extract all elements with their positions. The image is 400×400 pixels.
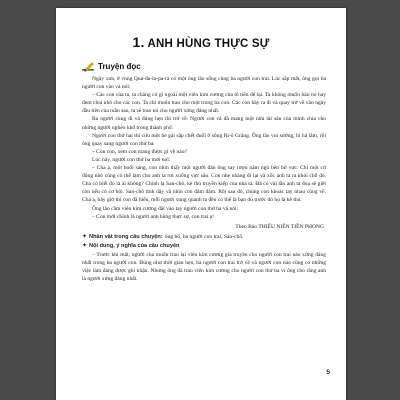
- page-number: 5: [326, 369, 330, 376]
- meaning-heading: [82, 242, 326, 250]
- paragraph: – Cha ạ, một buổi sáng, con nhìn thấy một người đàn ông say rượu nằm ngủ bên bờ vực. Chỉ một cử động nhỏ cũng có thể làm cho anh ta rơi xuống vực sâu. Con nhẹ nhàng đi lại và xốc anh ta ra khỏi chỗ đó. Cha có biết đó là ai không? Chính là San-chô, kẻ thù truyền kiếp của nhà ta. Đã có vài lần anh ta doạ sẽ giết con nếu có cơ hội. San-chô tỉnh dậy và nhìn con đăm đăm. Rồi sau đó, chúng con khoác tay nhau cùng về. Cha ạ, bây giờ thì con đã hiểu, mỗi người xung quanh ta đều có thể là bạn dù trước đó họ là kẻ thù.: [82, 165, 326, 204]
- paragraph: – Con mới chính là người anh hùng thực sự, con trai ạ!: [92, 213, 214, 220]
- paragraph: Lúc này, người con thứ ba mới nói:: [92, 156, 171, 163]
- paragraph: Ngày xưa, ở vùng Qua-đa-la-pa-ra có một ông lão sống cùng ba người con trai. Lúc sắp mất, ông gọi ba người con vào và nói:: [82, 76, 326, 91]
- paragraph: Ba người cùng đi và đúng hẹn thì trở về. Người con cả đã mang một nửa tài sản của mình chia cho những người nghèo khổ trong thành phố.: [82, 116, 326, 131]
- story-body: [82, 75, 326, 283]
- paragraph: – Còn con, xem con mang được gì về nào?: [92, 148, 187, 155]
- pencil-icon: [82, 60, 96, 72]
- book-page: [56, 8, 346, 400]
- source-credit: Theo Báo THIẾU NIÊN TIỀN PHONG: [235, 223, 324, 230]
- star-bullet-icon: ✦: [82, 242, 88, 249]
- star-bullet-icon: ✦: [82, 233, 88, 240]
- meaning-text: – Trước khi mất, người cha muốn trao lại viên kim cương gia truyền cho người con trai nào xứng đáng nhất trong ba người con. Đúng như thời gian hẹn, ba người con trai trở về và người con nào cũng có những việc làm đáng được ghi nhận. Nhưng ông đã trao viên kim cương cho người con thứ ba vì ông cho rằng anh là người xứng đáng nhất.: [82, 251, 326, 283]
- section-heading: [82, 60, 141, 72]
- characters-label: Nhân vật trong câu chuyện:: [89, 233, 163, 240]
- meaning-label: Nội dung, ý nghĩa của câu chuyện: [89, 242, 180, 249]
- paragraph: Ông lão cầm viên kim cương đặt vào tay người con thứ ba và nói:: [92, 205, 239, 212]
- characters-value: ông bố, ba người con trai, San-chô.: [164, 233, 244, 240]
- lesson-number: 1.: [132, 34, 145, 50]
- lesson-title-text: ANH HÙNG THỰC SỰ: [147, 38, 270, 50]
- paragraph: – Các con của ta, ta chẳng có gì ngoài một viên kim cương của tổ tiên để lại. Ta không muốn bán nó hay đem chia nhỏ cho các con. Ta chỉ muốn trao cho một trong ba con. Các con hãy ra đi và quay trở về vào ngày đầu tiên của tuần sau, ta sẽ trao nó cho người xứng đáng nhất.: [82, 92, 326, 115]
- section-label: Truyện đọc: [98, 61, 141, 71]
- lesson-title: [56, 34, 346, 50]
- paragraph: Người con thứ hai thì cứu một bé gái sắp chết đuối ở sông Ri-ô Grăng. Ông lão vui sướng, hỉ hả lắm, rồi ông quay sang người con thứ ba:: [82, 132, 326, 147]
- characters-heading: [82, 233, 326, 241]
